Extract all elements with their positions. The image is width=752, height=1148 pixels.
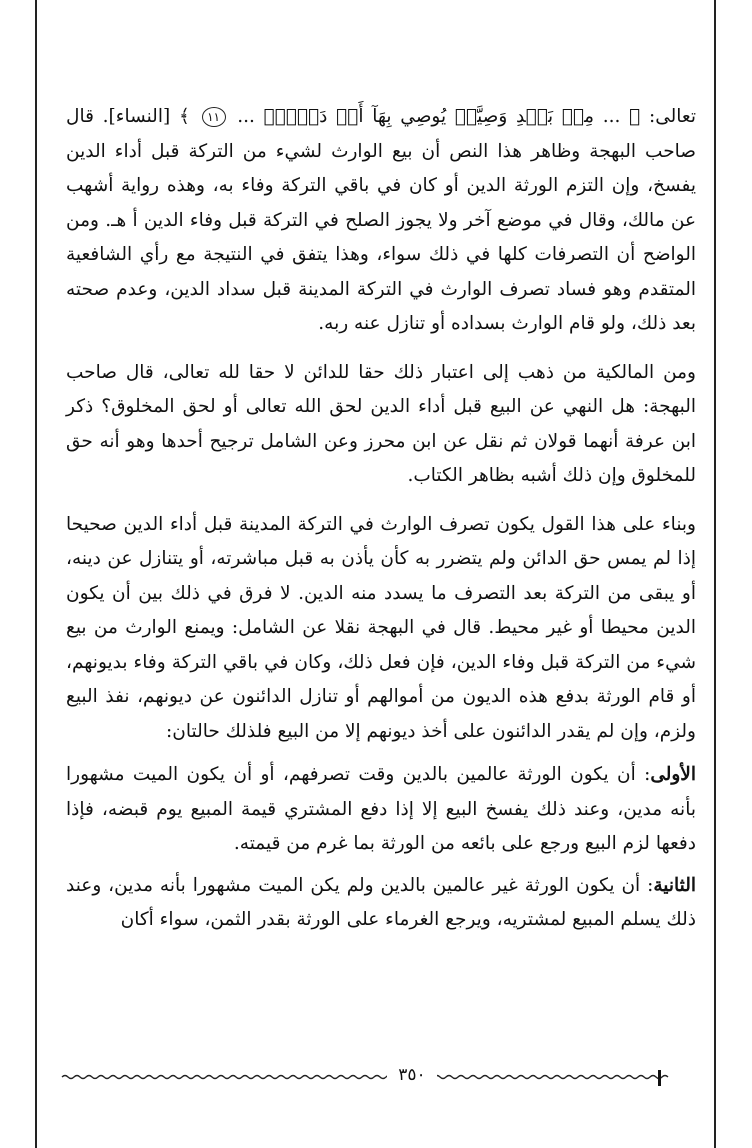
page-number: ٣٥٠	[387, 1063, 437, 1087]
page-border-left	[35, 0, 37, 1148]
text-segment: تعالى:	[640, 106, 696, 127]
paragraph-5	[66, 869, 696, 938]
page-footer	[60, 1063, 670, 1093]
paragraph-3	[66, 508, 696, 750]
text-segment: [النساء]. قال صاحب البهجة وظاهر هذا النص أن بيع الوارث لشيء من التركة قبل أداء الدين يفسخ، وإن التزم الورثة الدين أو كان في باقي التركة وفاء به، وهذه رواية أشهب عن مالك، وقال في موضع آخر ولا يجوز الصلح في التركة قبل وفاء الدين أ هـ. ومن الواضح أن التصرفات كلها في ذلك سواء، وهذا يتفق في النتيجة مع رأي الشافعية المتقدم وهو فساد تصرف الوارث في التركة المدينة قبل سداد الدين، وعدم صحته بعد ذلك، ولو قام الوارث بسداده أو تنازل عنه ربه.	[66, 106, 696, 334]
text-segment: : أن يكون الورثة عالمين بالدين وقت تصرفهم، أو أن يكون الميت مشهورا بأنه مدين، وعند ذلك يفسخ البيع إلا إذا دفع المشتري قيمة المبيع يوم قبضه، فإذا دفعها لزم البيع ورجع على بائعه من الورثة بما غرم من قيمته.	[66, 764, 696, 854]
ornate-bracket-open: ﴿	[629, 106, 641, 127]
page-border-right	[714, 0, 716, 1148]
verse-number-badge: ١١	[202, 107, 226, 127]
section-lead-second: الثانية	[653, 874, 696, 896]
paragraph-1	[66, 100, 696, 342]
footer-wavy-rule	[60, 1063, 670, 1093]
text-segment: ومن المالكية من ذهب إلى اعتبار ذلك حقا للدائن لا حقا لله تعالى، قال صاحب البهجة: هل النهي عن البيع قبل أداء الدين لحق الله تعالى أو لحق المخلوق؟ ذكر ابن عرفة أنهما قولان ثم نقل عن ابن محرز وعن الشامل ترجيح أحدها وهو أنه حق للمخلوق وإن ذلك أشبه بظاهر الكتاب.	[66, 361, 696, 486]
paragraph-2	[66, 356, 696, 494]
paragraph-4	[66, 758, 696, 862]
ornate-bracket-close: ﴾	[178, 106, 190, 127]
page-body	[66, 100, 696, 938]
text-segment: : أن يكون الورثة غير عالمين بالدين ولم يكن الميت مشهورا بأنه مدين، وعند ذلك يسلم المبيع لمشتريه، ويرجع الغرماء على الورثة بقدر الثمن، سواء أكان	[66, 874, 696, 930]
text-segment: وبناء على هذا القول يكون تصرف الوارث في التركة المدينة قبل أداء الدين صحيحا إذا لم يمس حق الدائن ولم يتضرر به كأن يأذن به قبل مباشرته، أو يتنازل عن دينه، أو يبقى من التركة بعد التصرف ما يسدد منه الدين. لا فرق في ذلك بين أن يكون الدين محيطا أو غير محيط. قال في البهجة نقلا عن الشامل: ويمنع الوارث من بيع شيء من التركة قبل وفاء الدين، فإن فعل ذلك، وكان في باقي التركة وفاء بديونهم، أو قام الورثة بدفع هذه الديون من أموالهم أو تنازل الدائنون عن ديونهم، نفذ البيع ولزم، وإن لم يقدر الدائنون على أخذ ديونهم إلا من البيع فلذلك حالتان:	[66, 513, 696, 742]
quran-verse: ... مِنۢ بَعۡدِ وَصِيَّةٖ يُوصِي بِهَآ أَوۡ دَيۡنٍۗ ...	[237, 106, 621, 127]
section-lead-first: الأولى	[650, 764, 696, 785]
